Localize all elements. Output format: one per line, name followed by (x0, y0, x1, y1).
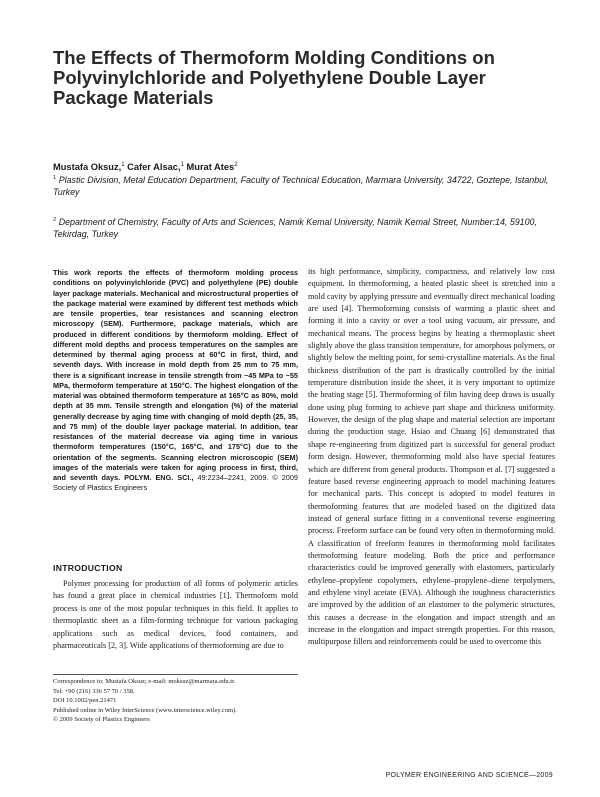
footnote (53, 677, 303, 725)
author-name: Cafer Alsac, (127, 162, 181, 172)
author-sup: 2 (234, 161, 238, 168)
affiliation-2 (53, 216, 563, 240)
affiliation-1 (53, 174, 563, 198)
footnote-phone: Tel: +90 (216) 336 57 70 / 358. (53, 687, 135, 695)
footnote-published: Published online in Wiley InterScience (www.interscience.wiley.com). (53, 706, 237, 714)
abstract (53, 268, 298, 494)
introduction-heading: INTRODUCTION (53, 563, 123, 573)
author-name: Murat Ates (186, 162, 235, 172)
footnote-rule (53, 674, 298, 675)
author-sup: 1 (121, 161, 125, 168)
article-title: The Effects of Thermoform Molding Conditions on Polyvinylchloride and Polyethylene Double Layer Package Materials (53, 47, 495, 108)
right-column-text: its high performance, simplicity, compactness, and relatively low cost equipment. In thermoforming, a heated plastic sheet is stretched into a mold cavity by applying pressure and eventually direct mechanical loading are used [4]. Thermoforming consists of warming a plastic sheet and forming it into a cavity or over a tool using vacuum, air pressure, and mechanical means. The process begins by heating a thermoplastic sheet slightly above the glass transition temperature, for amorphous polymers, or slightly below the melting point, for semi-crystalline materials. As the final thickness distribution of the part is drastically controlled by the initial temperature distribution inside the sheet, it is very important to optimize the heating stage [5]. Thermoforming of film having deep draws is usually done using plug forming to achieve part shape and thickness uniformity. However, the design of the plug shape and material selection are important during the production stage. Hsiao and Chuang [6] demonstrated that shape re-engineering from digitized part is successful for general product form design. However, thermoforming mold also have special features which are different from general products. Thompson et al. [7] suggested a feature based reverse engineering approach to model machining features for mechanical parts. This concept is adopted to model features in thermoforming features that are modeled based on the digitized data instead of general surface fitting in a conventional reverse engineering process. Freeform surface can be found very often in thermoforming mold. A classification of freeform features in thermoforming mold facilitates thermoforming feature modeling. Both the price and performance characteristics could be improved generally with elastomers, particularly ethylene–propylene copolymers, ethylene–propylene–diene terpolymers, and ethylene vinyl acetate (EVA). Although the toughness characteristics are improved by the addition of an elastomer to the polymeric structures, this causes a decrease in the elongation and impact strength and an increase in the elongation and impact strength properties. For this reason, multipurpose fillers and reinforcements could be used to overcome this (308, 267, 555, 647)
affiliation-text: Department of Chemistry, Faculty of Arts and Sciences, Namik Kemal University, Namik Kemal Street, Number:14, 59100, Tekirdag, Turkey (53, 217, 537, 240)
author-sup: 1 (180, 161, 184, 168)
introduction-paragraph: Polymer processing for production of all forms of polymeric articles has found a great place in chemical industries [1]. Thermoform mold process is one of the most popular techniques in this field. It applies to thermoplastic sheet as a film-forming technique for various packaging applications such as medical devices, food containers, and pharmaceuticals [2, 3]. Wide applications of thermoforming are due to (53, 579, 298, 651)
abstract-citation: 49:2234–2241, 2009. © 2009 Society of Plastics Engineers (53, 473, 298, 493)
running-footer: POLYMER ENGINEERING AND SCIENCE—2009 (385, 772, 553, 779)
affiliation-text: Plastic Division, Metal Education Department, Faculty of Technical Education, Marmara University, 34722, Goztepe, Istanbul, Turkey (53, 175, 549, 198)
footnote-doi: DOI 10.1002/pen.21471 (53, 697, 117, 705)
footnote-correspondence: Correspondence to: Mustafa Oksuz; e-mail: moksuz@marmara.edu.tr. (53, 678, 236, 685)
affiliation-sup: 2 (53, 217, 57, 224)
footnote-copyright: © 2009 Society of Plastics Engineers (53, 716, 150, 724)
author-list (53, 161, 553, 173)
abstract-body: This work reports the effects of thermoform molding process conditions on polyvinylchloride (PVC) and polyethylene (PE) double layer package materials. Mechanical and microstructural properties of the package material were examined by different test methods which are tensile properties, tear resistances and scanning electron microscopy (SEM). Furthermore, package materials, which are produced in different conditions by thermoform molding. Effect of different mold depths and process temperatures on the samples are determined by thermal aging process at 60°C in first, third, and seventh days. With increase in mold depth from 25 mm to 75 mm, there is a significant increase in tensile strength from ~45 MPa to ~55 MPa, thermoform temperature at 150°C. The highest elongation of the material was obtained thermoform temperature at 165°C as 80%, mold depth at 35 mm. Tensile strength and elongation (%) of the material generally decrease by aging time with changing of mold depth (25, 35, and 75 mm) of the double layer package material. In addition, tear resistances of the material decrease via aging time in various thermoform temperatures (150°C, 165°C, and 175°C) due to the orientation of the segments. Scanning electron microscopic (SEM) images of the materials were taken for aging process in first, third, and seventh days. POLYM. ENG. SCI., (53, 268, 298, 482)
author-name: Mustafa Oksuz, (53, 162, 122, 172)
affiliation-sup: 1 (53, 175, 57, 182)
